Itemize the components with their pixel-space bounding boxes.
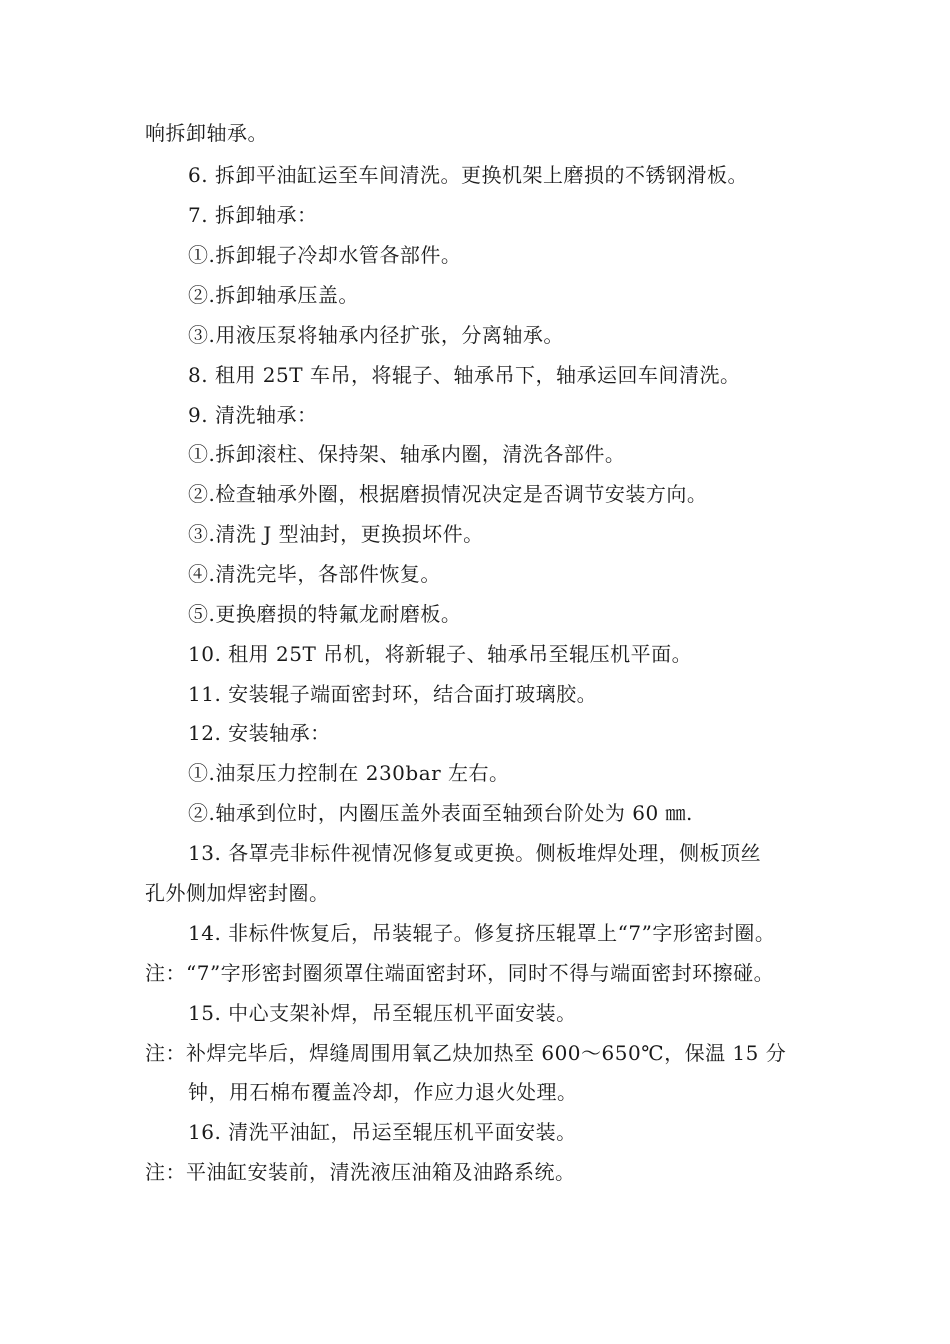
- text-line: 响拆卸轴承。: [145, 121, 268, 145]
- text-line: 11. 安装辊子端面密封环，结合面打玻璃胶。: [188, 682, 598, 706]
- text-line: ②.拆卸轴承压盖。: [188, 283, 359, 307]
- text-line: ③.清洗 J 型油封，更换损坏件。: [188, 522, 484, 546]
- text-line: 钟，用石棉布覆盖冷却，作应力退火处理。: [188, 1080, 578, 1104]
- text-line: 8. 租用 25T 车吊，将辊子、轴承吊下，轴承运回车间清洗。: [188, 363, 741, 387]
- text-line: 10. 租用 25T 吊机，将新辊子、轴承吊至辊压机平面。: [188, 642, 693, 666]
- text-line: 7. 拆卸轴承：: [188, 203, 318, 227]
- text-line: ②.轴承到位时，内圈压盖外表面至轴颈台阶处为 60 ㎜.: [188, 801, 693, 825]
- text-line: 注：平油缸安装前，清洗液压油箱及油路系统。: [145, 1160, 576, 1184]
- text-line: 13. 各罩壳非标件视情况修复或更换。侧板堆焊处理，侧板顶丝: [188, 841, 762, 865]
- text-line: ⑤.更换磨损的特氟龙耐磨板。: [188, 602, 462, 626]
- text-line: ②.检查轴承外圈，根据磨损情况决定是否调节安装方向。: [188, 482, 708, 506]
- text-line: ①.拆卸滚柱、保持架、轴承内圈，清洗各部件。: [188, 442, 626, 466]
- text-line: 注：“7”字形密封圈须罩住端面密封环，同时不得与端面密封环擦碰。: [145, 961, 775, 985]
- text-line: ④.清洗完毕，各部件恢复。: [188, 562, 441, 586]
- text-line: 15. 中心支架补焊，吊至辊压机平面安装。: [188, 1001, 577, 1025]
- text-line: 16. 清洗平油缸，吊运至辊压机平面安装。: [188, 1120, 577, 1144]
- text-line: ③.用液压泵将轴承内径扩张，分离轴承。: [188, 323, 564, 347]
- text-line: ①.油泵压力控制在 230bar 左右。: [188, 761, 510, 785]
- text-line: 14. 非标件恢复后，吊装辊子。修复挤压辊罩上“7”字形密封圈。: [188, 921, 776, 945]
- text-line: 12. 安装轴承：: [188, 721, 331, 745]
- text-line: 注：补焊完毕后，焊缝周围用氧乙炔加热至 600～650℃，保温 15 分: [145, 1041, 787, 1065]
- text-line: 孔外侧加焊密封圈。: [145, 881, 330, 905]
- text-line: 9. 清洗轴承：: [188, 403, 318, 427]
- text-line: ①.拆卸辊子冷却水管各部件。: [188, 243, 462, 267]
- text-line: 6. 拆卸平油缸运至车间清洗。更换机架上磨损的不锈钢滑板。: [188, 163, 748, 187]
